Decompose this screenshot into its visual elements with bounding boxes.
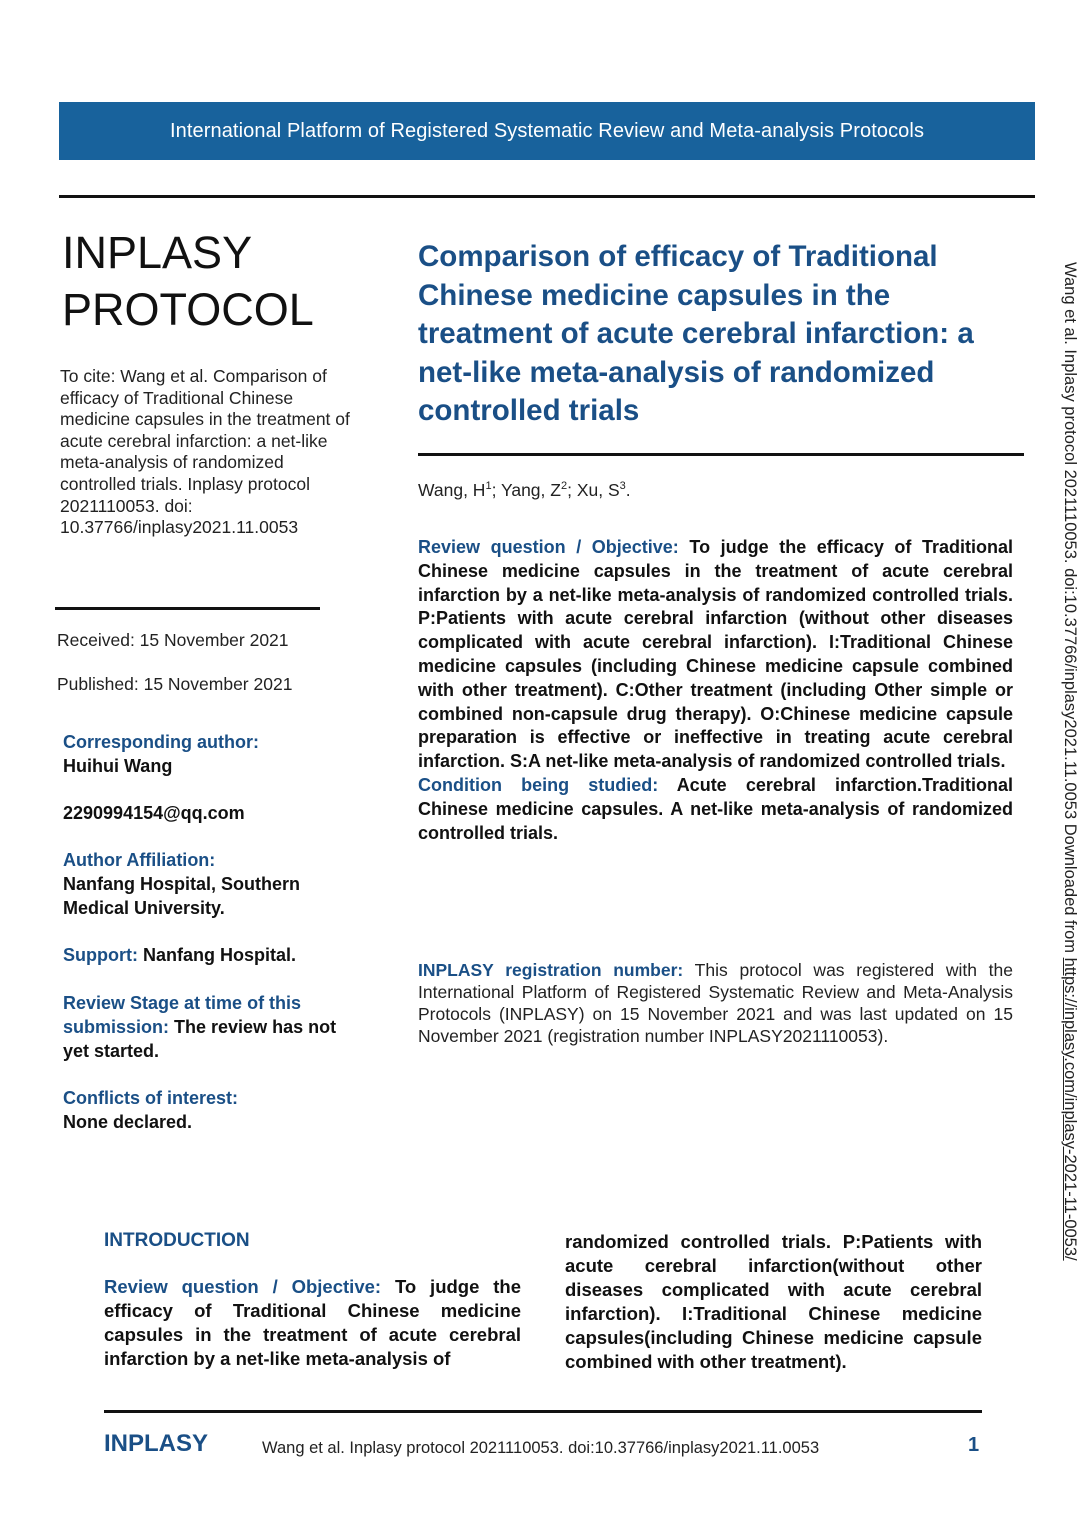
author-list-end: .: [625, 480, 631, 500]
paper-title: Comparison of efficacy of Traditional Chinese medicine capsules in the treatment of acute cerebral infarction: a net-like meta-analysis of randomized controlled trials: [418, 240, 974, 427]
platform-banner: International Platform of Registered Systematic Review and Meta-analysis Protocols: [59, 102, 1035, 160]
support-value: Nanfang Hospital.: [143, 945, 297, 965]
author-email[interactable]: [63, 801, 363, 825]
author-affiliation: [63, 848, 363, 920]
introduction-heading: INTRODUCTION: [104, 1230, 250, 1251]
introduction-objective-label: Review question / Objective:: [104, 1276, 382, 1297]
conflicts-value: None declared.: [63, 1112, 193, 1132]
conflicts-label: Conflicts of interest:: [63, 1088, 239, 1108]
corresponding-author-name: Huihui Wang: [63, 756, 173, 776]
title-divider: [418, 453, 1024, 456]
introduction-column-2: randomized controlled trials. P:Patients with acute cerebral infarction(without other diseases complicated with acute cerebral infarction). I:Traditional Chinese medicine capsules(including Chinese medicine capsule combined with other treatment).: [565, 1231, 982, 1372]
review-stage-label: Review Stage at time of this submission:: [63, 993, 302, 1037]
author-3: ; Xu, S: [567, 480, 620, 500]
objective-paragraph: [418, 536, 1013, 774]
objective-text: To judge the efficacy of Traditional Chinese medicine capsules in the treatment of acute cerebral infarction by a net-like meta-analysis of randomized controlled trials. P:Patients with acute cerebral infarction (without other diseases complicated with acute cerebral infarction). I:Traditional Chinese medicine capsules (including Chinese medicine capsule combined with other treatment). C:Other treatment (including Other simple or combined non-capsule drug therapy). O:Chinese medicine capsule preparation is effective or ineffective in treating acute cerebral infarction. S:A net-like meta-analysis of randomized controlled trials.: [418, 537, 1013, 772]
abstract-block: [418, 536, 1013, 845]
author-3-affil: 3: [619, 480, 626, 493]
corresponding-author: [63, 730, 363, 778]
registration-text: This protocol was registered with the International Platform of Registered Systematic Review and Meta-Analysis Protocols (INPLASY) on 15 November 2021 and was last updated on 15 November 2021 (registration number INPLASY2021110053).: [418, 960, 1013, 1046]
affiliation-label: Author Affiliation:: [63, 850, 216, 870]
footer-divider: [104, 1410, 982, 1413]
top-divider: [59, 195, 1035, 198]
author-2: ; Yang, Z: [491, 480, 561, 500]
left-divider: [55, 607, 320, 610]
vertical-download-note: [1058, 262, 1082, 1392]
author-2-affil: 2: [560, 480, 568, 493]
author-1-affil: 1: [485, 480, 492, 493]
footer-citation: Wang et al. Inplasy protocol 2021110053. doi:10.37766/inplasy2021.11.0053: [262, 1439, 820, 1457]
introduction-text-1: To judge the efficacy of Traditional Chinese medicine capsules in the treatment of acute cerebral infarction by a net-like meta-analysis of: [104, 1276, 522, 1369]
brand-line-2: PROTOCOL: [62, 284, 314, 335]
condition-label: Condition being studied:: [418, 774, 659, 795]
download-link[interactable]: https://inplasy.com/inplasy-2021-11-0053/: [1061, 957, 1079, 1261]
vertical-note-text: Wang et al. Inplasy protocol 2021110053. doi:10.37766/inplasy2021.11.0053 Downloaded from: [1061, 262, 1079, 958]
published-date: Published: 15 November 2021: [57, 674, 293, 694]
registration-paragraph: [418, 959, 1013, 1047]
page-number: 1: [968, 1434, 980, 1456]
brand-line-1: INPLASY: [62, 227, 253, 278]
review-stage-value: The review has not yet started.: [63, 1017, 337, 1061]
conflicts-of-interest: [63, 1086, 363, 1134]
condition-text: Acute cerebral infarction.Traditional Chinese medicine capsules. A net-like meta-analysis of randomized controlled trials.: [418, 774, 1014, 843]
footer-brand: INPLASY: [104, 1430, 209, 1457]
condition-paragraph: [418, 774, 1013, 845]
received-date: Received: 15 November 2021: [57, 630, 289, 650]
citation-block: To cite: Wang et al. Comparison of efficacy of Traditional Chinese medicine capsules in the treatment of acute cerebral infarction: a net-like meta-analysis of randomized controlled trials. Inplasy protocol 2021110053. doi: 10.37766/inplasy2021.11.0053: [60, 366, 350, 538]
objective-label: Review question / Objective:: [418, 537, 679, 557]
support: [63, 943, 363, 967]
registration-label: INPLASY registration number:: [418, 960, 684, 980]
author-list: [418, 480, 631, 501]
email-link[interactable]: 2290994154@qq.com: [63, 803, 245, 823]
support-label: Support:: [63, 945, 138, 965]
review-stage: [63, 991, 338, 1063]
introduction-column-1: [104, 1275, 521, 1371]
inplasy-protocol-heading: [62, 224, 314, 338]
corresponding-author-label: Corresponding author:: [63, 732, 259, 752]
affiliation-value: Nanfang Hospital, Southern Medical University.: [63, 874, 301, 918]
author-1: Wang, H: [418, 480, 486, 500]
